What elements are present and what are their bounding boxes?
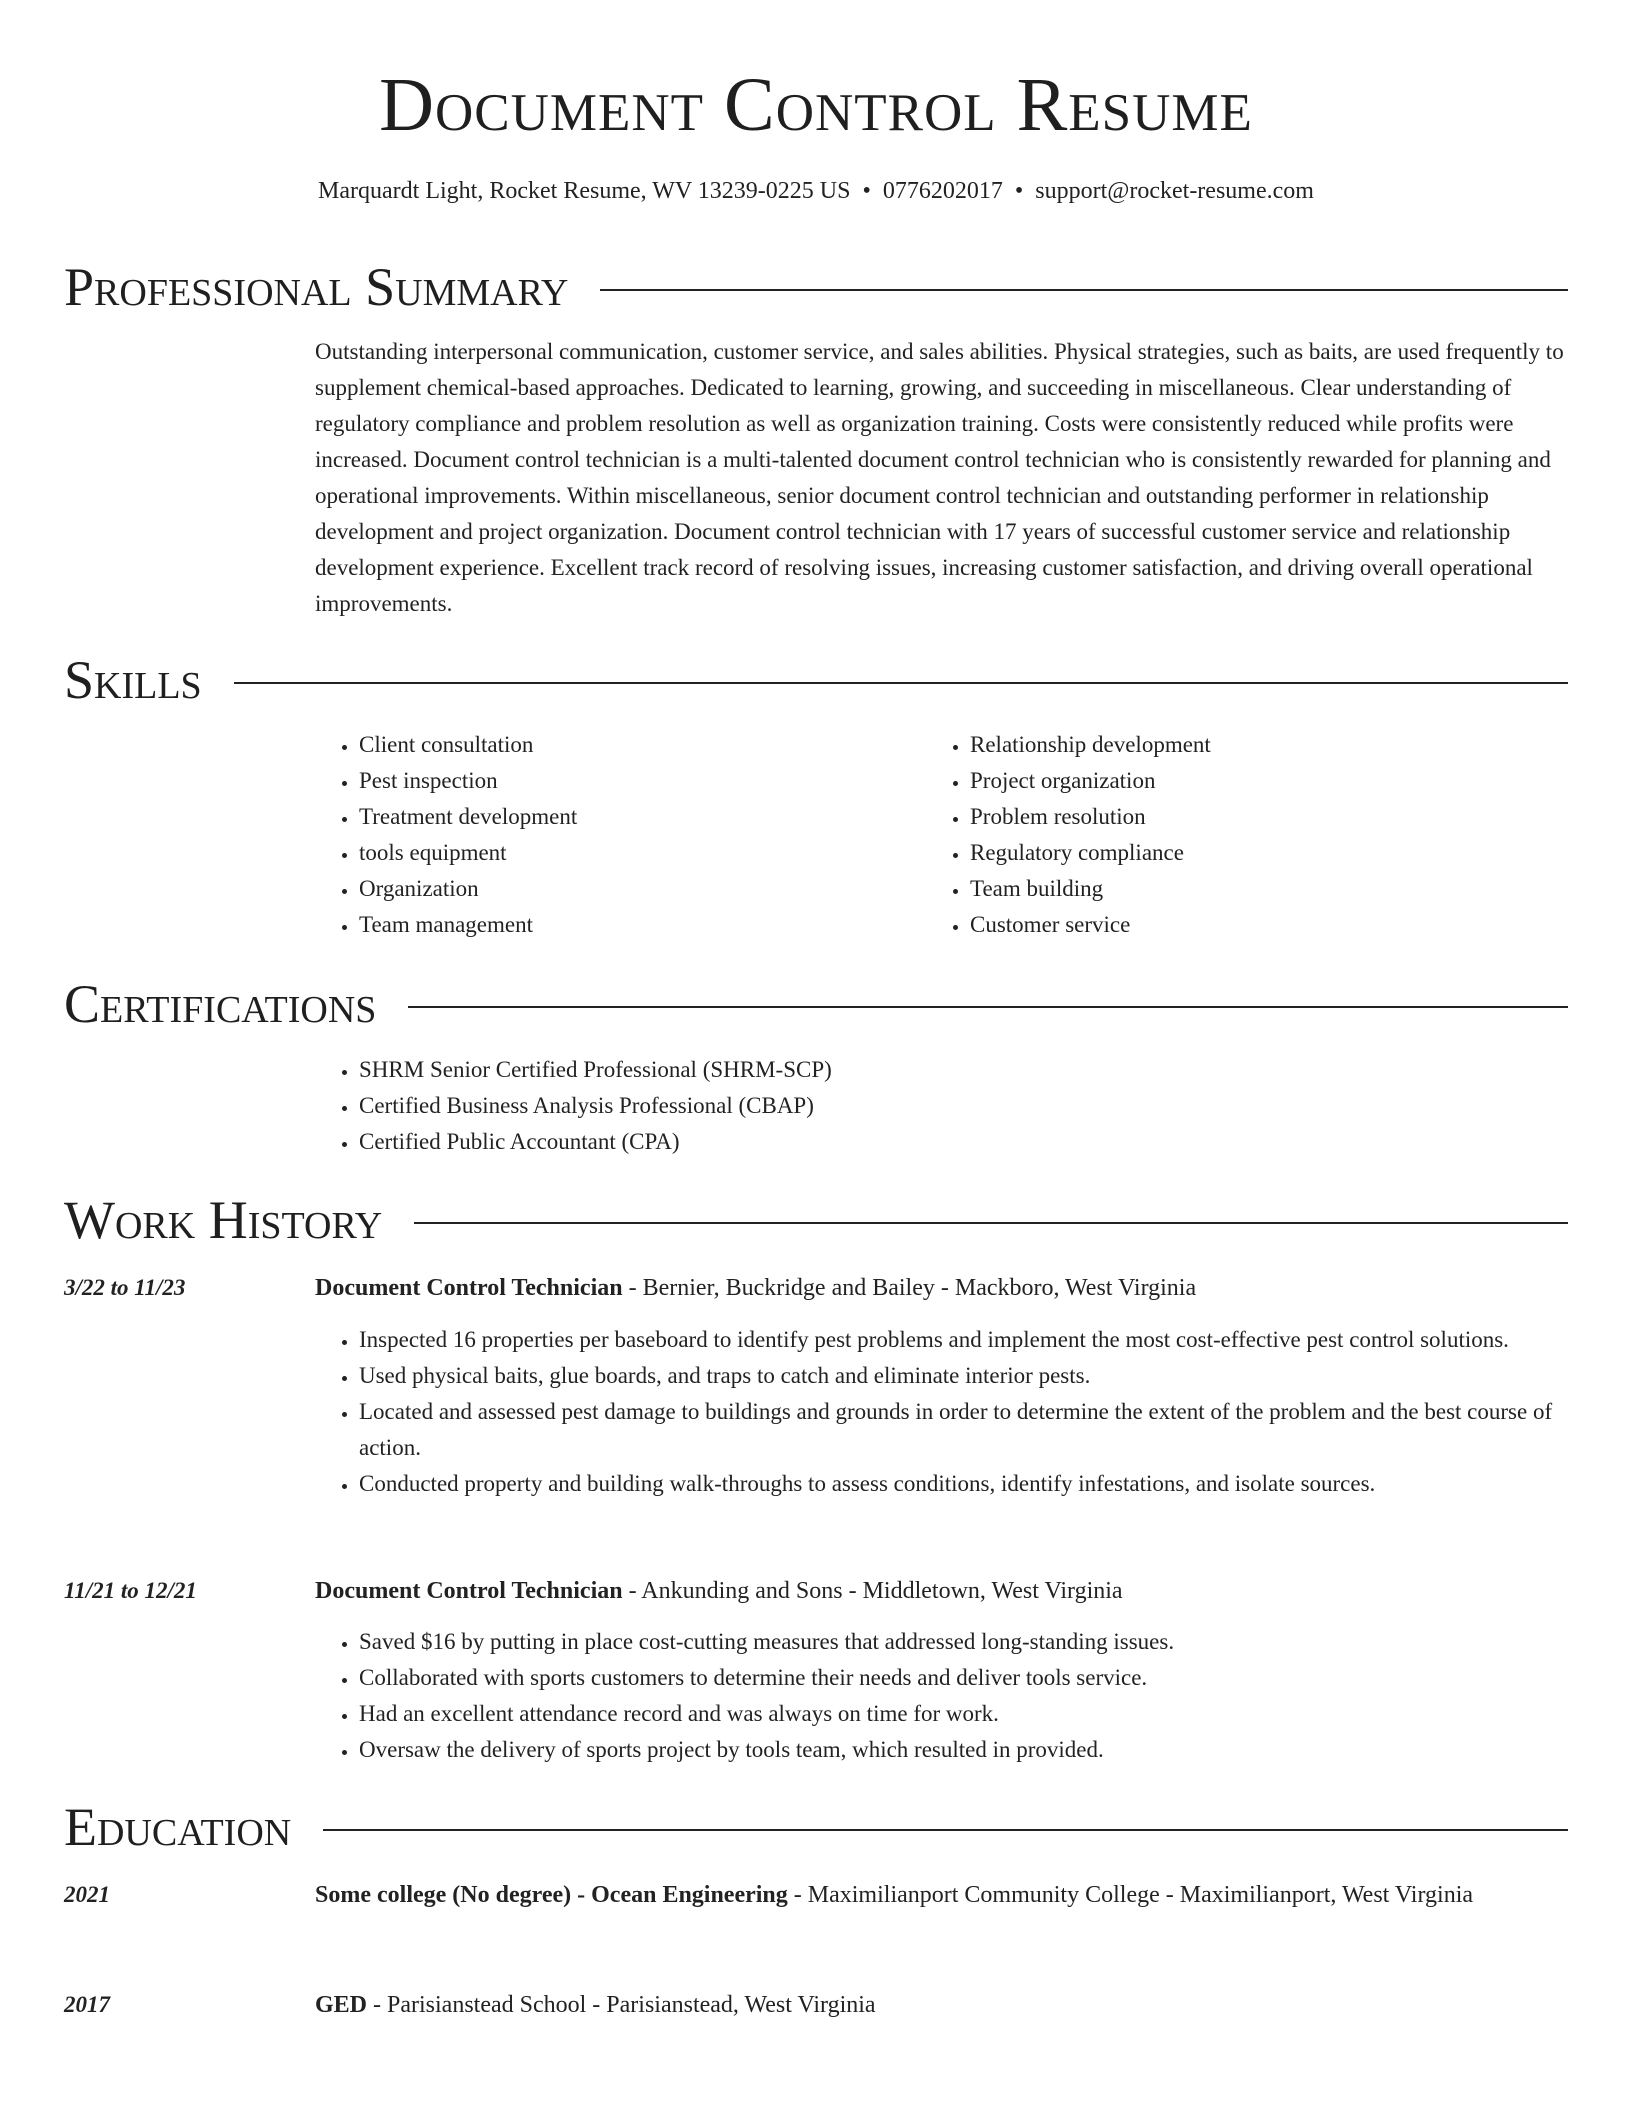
certification-item: • SHRM Senior Certified Professional (SHRM-SCP) <box>359 1052 1565 1088</box>
job-heading <box>315 1571 1565 1611</box>
job-duty: • Inspected 16 properties per baseboard to identify pest problems and implement the most cost-effective pest control solutions. <box>359 1322 1565 1358</box>
education-year: 2021 <box>64 1882 110 1907</box>
summary-heading: Professional Summary <box>64 257 569 317</box>
skill-item: • Client consultation <box>359 727 915 763</box>
education-heading: Education <box>64 1797 292 1857</box>
job-duty: • Saved $16 by putting in place cost-cutting measures that addressed long-standing issues. <box>359 1624 1565 1660</box>
skills-left-column <box>315 727 915 943</box>
certification-item: • Certified Business Analysis Professional (CBAP) <box>359 1088 1565 1124</box>
skill-item: • Pest inspection <box>359 763 915 799</box>
job-role: Document Control Technician <box>315 1578 623 1604</box>
job-duty: • Oversaw the delivery of sports project by tools team, which resulted in provided. <box>359 1732 1565 1768</box>
job-duty: • Used physical baits, glue boards, and traps to catch and eliminate interior pests. <box>359 1358 1565 1394</box>
certifications-heading: Certifications <box>64 974 377 1034</box>
skill-item: • Project organization <box>970 763 1526 799</box>
contact-phone: 0776202017 <box>882 178 1003 204</box>
job-dates: 11/21 to 12/21 <box>64 1578 197 1603</box>
job-employer: - Ankunding and Sons - Middletown, West Virginia <box>622 1578 1123 1604</box>
contact-address: Marquardt Light, Rocket Resume, WV 13239-0225 US <box>318 178 851 204</box>
skills-heading: Skills <box>64 650 202 710</box>
section-divider <box>414 1222 1568 1224</box>
section-divider <box>408 1006 1568 1008</box>
section-divider <box>234 682 1568 684</box>
job-employer: - Bernier, Buckridge and Bailey - Mackboro, West Virginia <box>622 1275 1197 1301</box>
skill-item: • tools equipment <box>359 835 915 871</box>
skill-item: • Team management <box>359 907 915 943</box>
skill-item: • Relationship development <box>970 727 1526 763</box>
job-duties-list <box>315 1624 1565 1768</box>
education-entry <box>315 1875 1565 1915</box>
skill-item: • Customer service <box>970 907 1526 943</box>
job-heading <box>315 1268 1565 1308</box>
job-dates: 3/22 to 11/23 <box>64 1275 186 1300</box>
contact-email: support@rocket-resume.com <box>1035 178 1314 204</box>
skill-item: • Regulatory compliance <box>970 835 1526 871</box>
job-role: Document Control Technician <box>315 1275 623 1301</box>
education-degree: GED <box>315 1992 368 2018</box>
education-year: 2017 <box>64 1992 110 2017</box>
work-section-header <box>64 1185 1568 1255</box>
job-duty: • Had an excellent attendance record and was always on time for work. <box>359 1696 1565 1732</box>
skill-item: • Problem resolution <box>970 799 1526 835</box>
education-entry <box>315 1985 1565 2025</box>
contact-separator: • <box>1014 178 1024 204</box>
education-school: - Parisianstead School - Parisianstead, West Virginia <box>367 1992 876 2018</box>
education-school: - Maximilianport Community College - Maximilianport, West Virginia <box>787 1882 1474 1908</box>
education-degree: Some college (No degree) - Ocean Engineering <box>315 1882 788 1908</box>
resume-title: Document Control Resume <box>379 63 1253 147</box>
summary-text: Outstanding interpersonal communication, customer service, and sales abilities. Physical strategies, such as baits, are used frequently to supplement chemical-based approaches. Dedicated to learning, growing, and succeeding in miscellaneous. Clear understanding of regulatory compliance and problem resolution as well as organization training. Costs were consistently reduced while profits were increased. Document control technician is a multi-talented document control technician who is consistently rewarded for planning and operational improvements. Within miscellaneous, senior document control technician and outstanding performer in relationship development and project organization. Document control technician with 17 years of successful customer service and relationship development experience. Excellent track record of resolving issues, increasing customer satisfaction, and driving overall operational improvements. <box>315 339 1564 616</box>
skill-item: • Organization <box>359 871 915 907</box>
skills-section-header <box>64 645 1568 715</box>
certifications-section-header <box>64 969 1568 1039</box>
job-duty: • Collaborated with sports customers to determine their needs and deliver tools service. <box>359 1660 1565 1696</box>
contact-line <box>0 175 1632 207</box>
job-duties-list <box>315 1322 1565 1502</box>
job-duty: • Located and assessed pest damage to buildings and grounds in order to determine the extent of the problem and the best course of action. <box>359 1394 1565 1466</box>
summary-section-header <box>64 252 1568 322</box>
certification-item: • Certified Public Accountant (CPA) <box>359 1124 1565 1160</box>
certifications-list <box>315 1052 1565 1160</box>
job-duty: • Conducted property and building walk-throughs to assess conditions, identify infestations, and isolate sources. <box>359 1466 1565 1502</box>
skill-item: • Treatment development <box>359 799 915 835</box>
education-section-header <box>64 1792 1568 1862</box>
section-divider <box>323 1829 1568 1831</box>
section-divider <box>600 289 1568 291</box>
work-heading: Work History <box>64 1190 383 1250</box>
skill-item: • Team building <box>970 871 1526 907</box>
contact-separator: • <box>862 178 871 204</box>
skills-right-column <box>926 727 1526 943</box>
